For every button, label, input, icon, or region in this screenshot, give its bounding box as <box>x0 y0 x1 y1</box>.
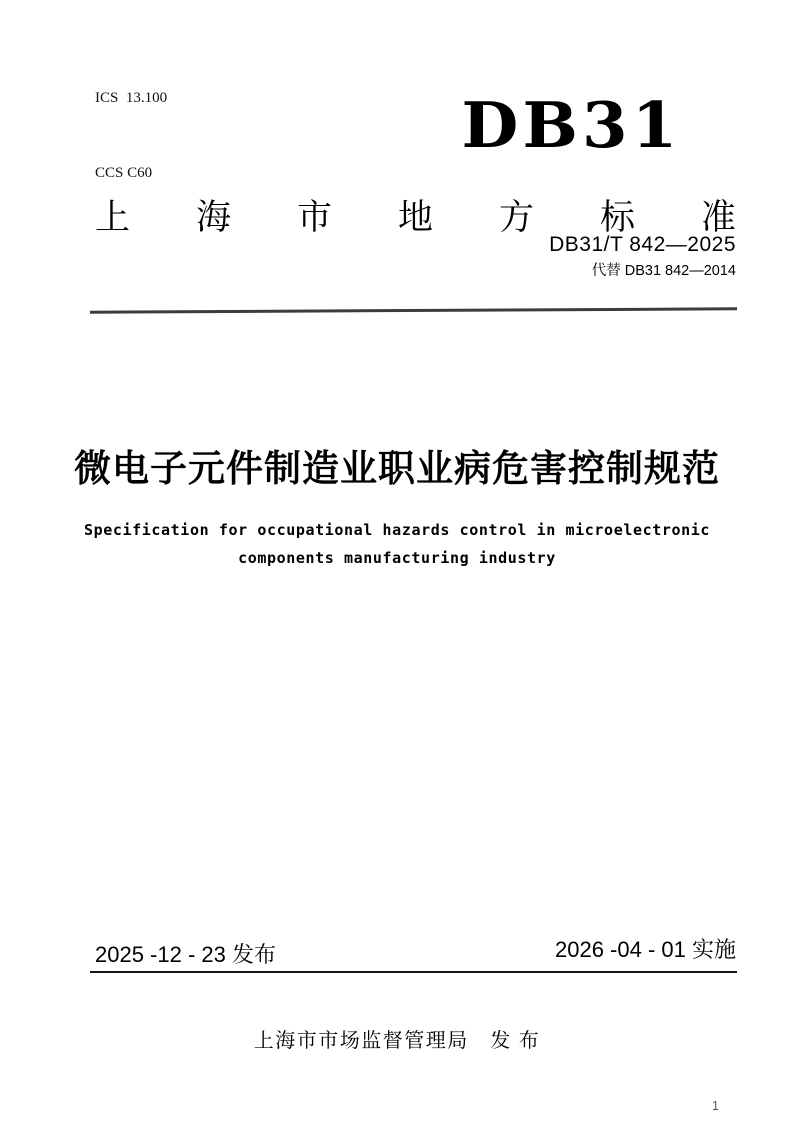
db31-logo: DB31 <box>461 88 682 162</box>
supersedes-note: 代替 DB31 842—2014 <box>591 263 736 279</box>
standard-number: DB31/T 842—2025 <box>549 233 736 256</box>
ics-code: ICS 13.100 <box>95 90 168 106</box>
standard-type-name: 上海市地方标准 <box>95 198 736 237</box>
document-title-english-line1: Specification for occupational hazards control in microelectronic <box>84 521 710 539</box>
header-divider-line <box>90 307 737 313</box>
document-title-english-line2: components manufacturing industry <box>238 549 556 567</box>
publisher-line: 上海市市场监督管理局 发 布 <box>253 1030 541 1052</box>
document-title-chinese: 微电子元件制造业职业病危害控制规范 <box>74 448 720 489</box>
issue-date: 2025 -12 - 23 发布 <box>95 942 276 967</box>
ccs-code: CCS C60 <box>95 165 153 181</box>
page-number: 1 <box>712 1099 719 1113</box>
dates-strip <box>90 938 737 973</box>
implementation-date: 2026 -04 - 01 实施 <box>555 937 736 962</box>
